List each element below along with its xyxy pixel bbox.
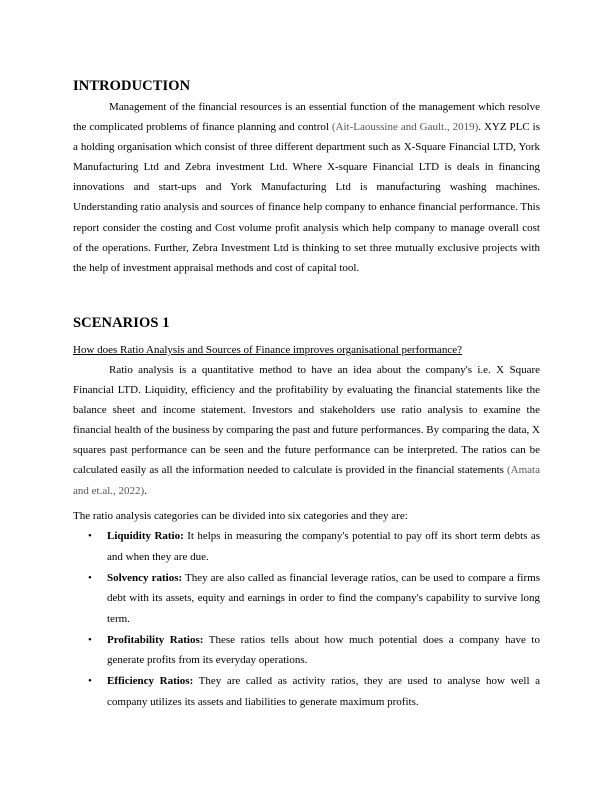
list-item [73,526,540,567]
bullet-icon: • [88,675,92,687]
scenario-citation: (Amata and et.al., 2022) [73,464,540,497]
intro-citation: (Ait-Laoussine and Gault., 2019) [331,121,479,134]
scenario-question: How does Ratio Analysis and Sources of Finance improves organisational performance? [73,344,462,356]
list-item [73,671,540,712]
scenario-text-start: Ratio analysis is a quantitative method to have an idea about the company's i.e. X Square Financial LTD. Liquidity, efficiency and the profitability by evaluating the financial statements like the balance sheet and income statement. Investors and stakeholders use ratio analysis to examine the financial health of the business by comparing the past and future performances. By comparing the data, X squares past performance can be seen and the future performance can be interpreted. The ratios can be calculated easily as all the information needed to calculate is provided in the financial statements [73,364,540,477]
introduction-paragraph [73,97,540,278]
list-item-description: These ratios tells about how much potential does a company have to generate profits from its everyday operations. [107,633,540,666]
scenario-paragraph [73,360,540,501]
bullet-icon: • [88,530,92,542]
list-item-description: They are called as activity ratios, they are used to analyse how well a company utilizes its assets and liabilities to generate maximum profits. [107,675,541,708]
introduction-heading: INTRODUCTION [73,78,191,94]
intro-text-end: . XYZ PLC is a holding organisation which consist of three different department such as X-Square Financial LTD, York Manufacturing Ltd and Zebra investment Ltd. Where X-square Financial LTD is deals in financing innovations and start-ups and York Manufacturing Ltd is manufacturing washing machines. Understanding ratio analysis and sources of finance help company to enhance financial performance. This report consider the costing and Cost volume profit analysis which help company to manage overall cost of the operations. Further, Zebra Investment Ltd is thinking to set three mutually exclusive projects with the help of investment appraisal methods and cost of capital tool. [73,121,541,274]
list-item-term: Efficiency Ratios: [107,675,194,687]
list-item-term: Liquidity Ratio: [107,530,184,542]
scenario-heading: SCENARIOS 1 [73,315,170,331]
list-item-description: They are also called as financial leverage ratios, can be used to compare a firms debt with its assets, equity and earnings in order to find the company's capability to survive long term. [107,571,540,625]
list-item [73,568,540,630]
list-item-term: Profitability Ratios: [107,633,204,646]
intro-text-start: Management of the financial resources is an essential function of the management which resolve the complicated problems of finance planning and control [73,101,540,134]
ratio-category-list [73,526,540,713]
scenario-text-end: . [144,484,147,497]
list-item [73,630,540,671]
categories-intro: The ratio analysis categories can be divided into six categories and they are: [73,510,408,522]
bullet-icon: • [88,633,92,646]
list-item-description: It helps in measuring the company's potential to pay off its short term debts as and when they are due. [107,530,540,563]
bullet-icon: • [88,571,92,584]
list-item-term: Solvency ratios: [107,571,183,584]
